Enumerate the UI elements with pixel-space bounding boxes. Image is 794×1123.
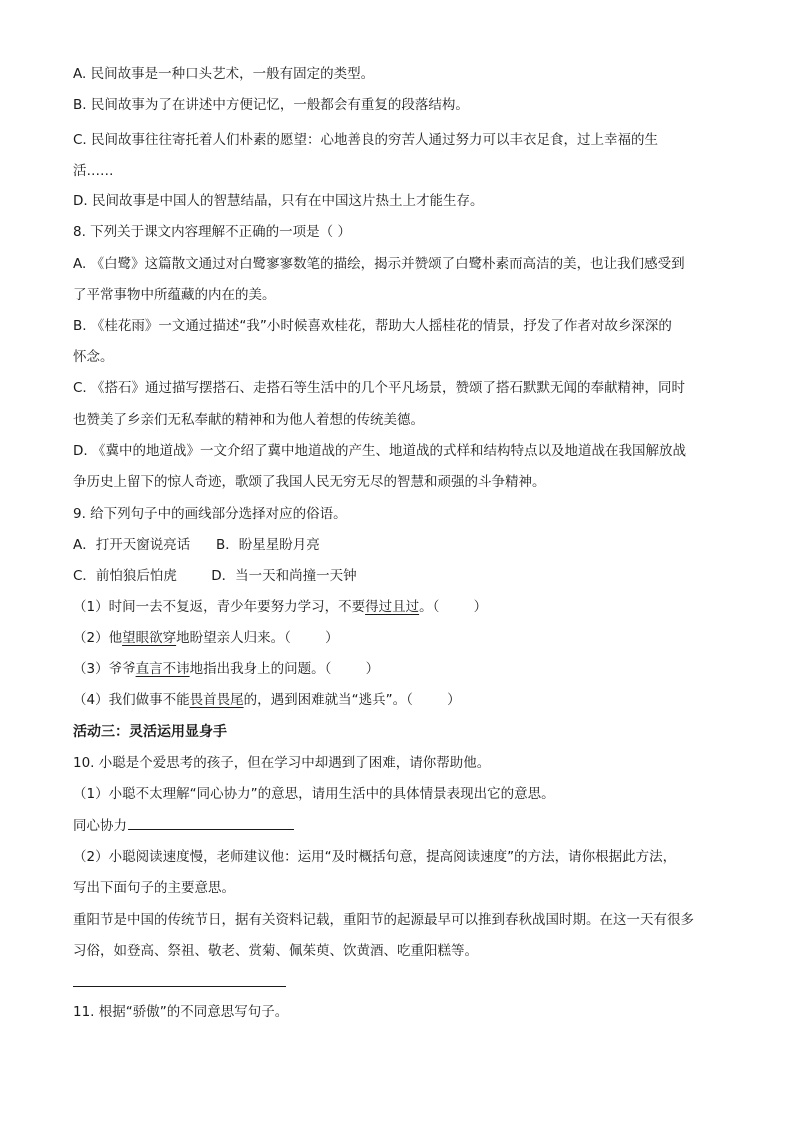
q8-option-c-cont: 也赞美了乡亲们无私奉献的精神和为他人着想的传统美德。 bbox=[73, 412, 424, 428]
q10-part1-blank[interactable] bbox=[128, 815, 294, 830]
q7-option-c: C. 民间故事往往寄托着人们朴素的愿望：心地善良的穷苦人通过努力可以丰衣足食，过上幸福的生 bbox=[73, 132, 659, 148]
q9-s1-underlined: 得过且过 bbox=[365, 599, 420, 615]
activity3-heading: 活动三：灵活运用显身手 bbox=[73, 724, 227, 740]
q9-sentence-1 bbox=[73, 597, 487, 617]
q10-part2: （2）小聪阅读速度慢，老师建议他：运用“及时概括句意，提高阅读速度”的方法，请你根据此方法， bbox=[73, 849, 677, 865]
q10-part1-label: 同心协力 bbox=[73, 818, 127, 834]
q9-sentence-2 bbox=[73, 628, 339, 648]
q9-s2-text: （2）他 bbox=[73, 630, 123, 646]
q9-s3-answer[interactable]: 地指出我身上的问题。（ ） bbox=[189, 661, 380, 677]
q8-option-a-cont: 了平常事物中所蕴藏的内在的美。 bbox=[73, 287, 276, 303]
q10-part1-answer bbox=[73, 815, 294, 836]
q10-stem: 10. 小聪是个爱思考的孩子，但在学习中却遇到了困难，请你帮助他。 bbox=[73, 755, 491, 771]
q9-options-ab: A．打开天窗说亮话 B．盼星星盼月亮 bbox=[73, 537, 320, 553]
q9-s1-text: （1）时间一去不复返，青少年要努力学习，不要 bbox=[73, 599, 366, 615]
q7-option-b: B. 民间故事为了在讲述中方便记忆，一般都会有重复的段落结构。 bbox=[73, 97, 469, 113]
q9-s1-answer[interactable]: 。（ ） bbox=[419, 599, 488, 615]
q10-passage-cont: 习俗，如登高、祭祖、敬老、赏菊、佩茱萸、饮黄酒、吃重阳糕等。 bbox=[73, 943, 478, 959]
q9-s2-answer[interactable]: 地盼望亲人归来。（ ） bbox=[176, 630, 339, 646]
q11-stem: 11. 根据“骄傲”的不同意思写句子。 bbox=[73, 1004, 289, 1020]
q8-option-a: A. 《白鹭》这篇散文通过对白鹭寥寥数笔的描绘，揭示并赞颂了白鹭朴素而高洁的美，也让我们感受到 bbox=[73, 256, 685, 272]
q8-option-b-cont: 怀念。 bbox=[73, 349, 114, 365]
q10-answer-line[interactable] bbox=[73, 986, 286, 987]
q9-s4-underlined: 畏首畏尾 bbox=[189, 692, 244, 708]
q8-stem: 8. 下列关于课文内容理解不正确的一项是（ ） bbox=[73, 224, 351, 240]
q9-s3-underlined: 直言不讳 bbox=[135, 661, 190, 677]
q9-s3-text: （3）爷爷 bbox=[73, 661, 136, 677]
q10-passage: 重阳节是中国的传统节日，据有关资料记载，重阳节的起源最早可以推到春秋战国时期。在这一天有很多 bbox=[73, 912, 694, 928]
q7-option-a: A. 民间故事是一种口头艺术，一般有固定的类型。 bbox=[73, 66, 375, 82]
q9-s4-text: （4）我们做事不能 bbox=[73, 692, 190, 708]
q9-options-cd: C．前怕狼后怕虎 D．当一天和尚撞一天钟 bbox=[73, 568, 357, 584]
q9-sentence-3 bbox=[73, 659, 379, 679]
q8-option-c: C. 《搭石》通过描写摆搭石、走搭石等生活中的几个平凡场景，赞颂了搭石默默无闻的奉献精神，同时 bbox=[73, 380, 686, 396]
q8-option-d-cont: 争历史上留下的惊人奇迹，歌颂了我国人民无穷无尽的智慧和顽强的斗争精神。 bbox=[73, 474, 546, 490]
q7-option-d: D. 民间故事是中国人的智慧结晶，只有在中国这片热土上才能生存。 bbox=[73, 193, 484, 209]
q9-sentence-4 bbox=[73, 690, 461, 710]
q9-s2-underlined: 望眼欲穿 bbox=[122, 630, 177, 646]
q9-s4-answer[interactable]: 的，遇到困难就当“逃兵”。（ ） bbox=[243, 692, 461, 708]
q10-part1: （1）小聪不太理解“同心协力”的意思，请用生活中的具体情景表现出它的意思。 bbox=[73, 786, 555, 802]
q8-option-b: B. 《桂花雨》一文通过描述“我”小时候喜欢桂花，帮助大人摇桂花的情景，抒发了作者对故乡深深的 bbox=[73, 318, 672, 334]
q8-option-d: D. 《冀中的地道战》一文介绍了冀中地道战的产生、地道战的式样和结构特点以及地道战在我国解放战 bbox=[73, 443, 686, 459]
q10-part2-cont: 写出下面句子的主要意思。 bbox=[73, 880, 235, 896]
q7-option-c-cont: 活…… bbox=[73, 163, 114, 179]
q9-stem: 9. 给下列句子中的画线部分选择对应的俗语。 bbox=[73, 506, 347, 522]
